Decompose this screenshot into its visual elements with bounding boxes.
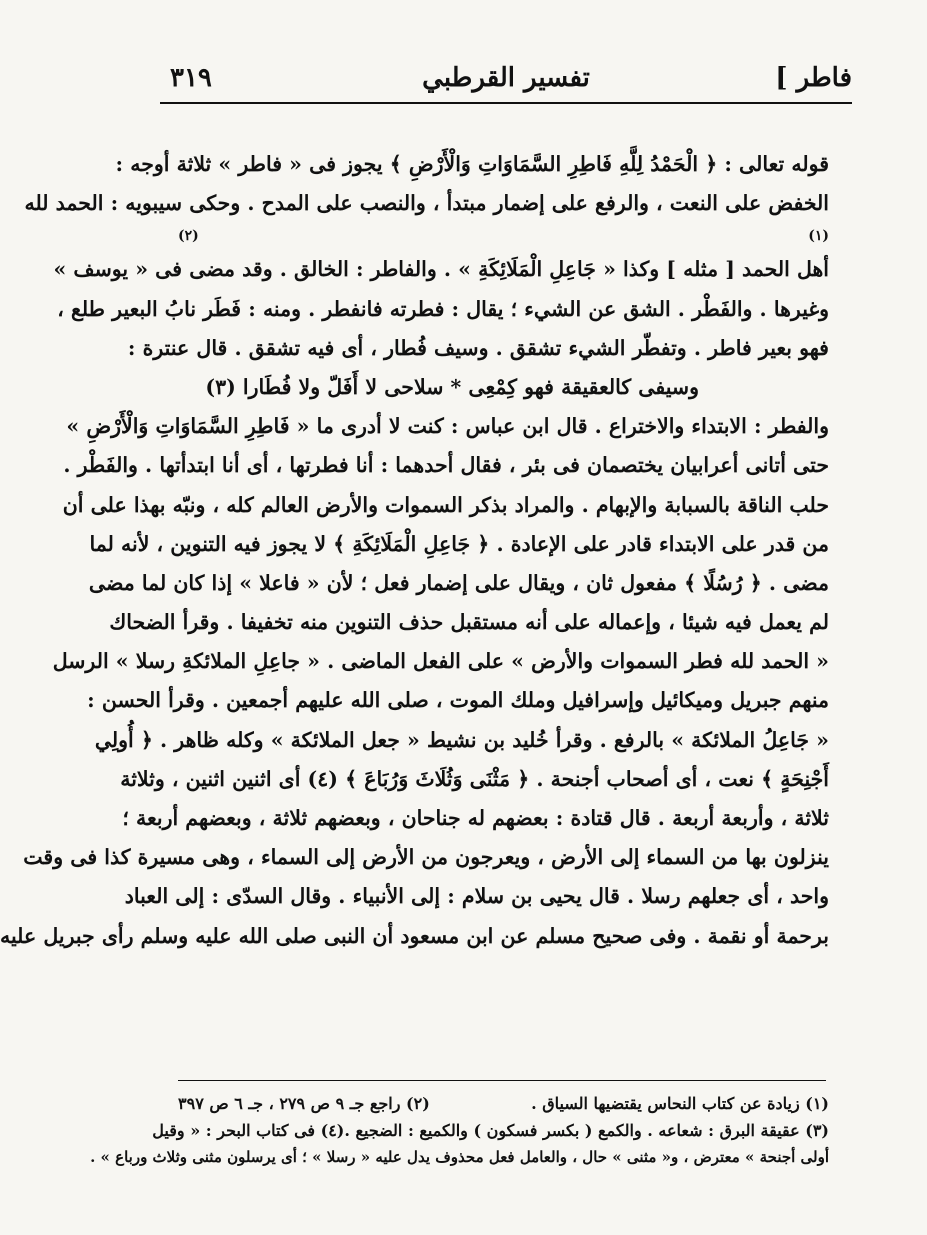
footnote-2: (٢) راجع جـ ٩ ص ٢٧٩ ، جـ ٦ ص ٣٩٧ xyxy=(178,1094,430,1113)
text-line: من قدر على الابتداء قادر على الإعادة . ﴿ جَاعِلِ الْمَلَائِكَةِ ﴾ لا يجوز فيه التنوين ، لأنه لما xyxy=(89,531,829,556)
text-line: الخفض على النعت ، والرفع على إضمار مبتدأ ، والنصب على المدح . وحكى سيبويه : الحمد لله xyxy=(24,191,829,216)
text-line: قوله تعالى : ﴿ الْحَمْدُ لِلَّهِ فَاطِرِ السَّمَاوَاتِ وَالْأَرْضِ ﴾ يجوز فى « فاطر » ثلاثة أوجه : xyxy=(115,152,829,176)
poetry-verse: وسيفى كالعقيقة فهو كِمْعِى * سلاحى لا أَفَلّ ولا فُطَارا (٣) xyxy=(205,374,699,399)
footnote-row xyxy=(178,1090,829,1117)
text-line: أهل الحمد [ مثله ] وكذا « جَاعِلِ الْمَلَائِكَةِ » . والفاطر : الخالق . وقد مضى فى « يوسف » xyxy=(53,257,829,282)
text-line: « الحمد لله فطر السموات والأرض » على الفعل الماضى . « جاعِلِ الملائكةِ رسلا » الرسل xyxy=(52,649,829,674)
footnotes xyxy=(90,1090,829,1171)
header-rule xyxy=(160,102,852,104)
text-line: والفطر : الابتداء والاختراع . قال ابن عباس : كنت لا أدرى ما « فَاطِرِ السَّمَاوَاتِ وَالْأَرْضِ » xyxy=(66,414,829,439)
text-line: مضى . ﴿ رُسُلًا ﴾ مفعول ثان ، ويقال على إضمار فعل ؛ لأن « فاعلا » إذا كان لما مضى xyxy=(88,570,829,595)
footnote-continuation: أولى أجنحة » معترض ، و« مثنى » حال ، والعامل فعل محذوف يدل عليه « رسلا » ؛ أى يرسلون مثنى وثلاث ورباع » . xyxy=(90,1148,829,1166)
text-line: وغيرها . والفَطْر . الشق عن الشيء ؛ يقال : فطرته فانفطر . ومنه : فَطَر نابُ البعير طلع ، xyxy=(57,296,829,321)
text-line: لم يعمل فيه شيئا ، وإعماله على أنه مستقبل حذف التنوين منه تخفيفا . وقرأ الضحاك xyxy=(109,610,829,635)
footnote-1: (١) زيادة عن كتاب النحاس يقتضيها السياق . xyxy=(531,1094,829,1113)
footnote-4: (٤) فى كتاب البحر : « وقيل xyxy=(152,1121,345,1140)
text-line: فهو بعير فاطر . وتفطّر الشيء تشقق . وسيف فُطار ، أى فيه تشقق . قال عنترة : xyxy=(127,335,829,360)
text-line: برحمة أو نقمة . وفى صحيح مسلم عن ابن مسعود أن النبى صلى الله عليه وسلم رأى جبريل عليه xyxy=(0,923,829,948)
book-title: تفسير القرطبي xyxy=(422,63,590,93)
footnote-rule xyxy=(178,1080,826,1081)
text-line: حتى أتانى أعرابيان يختصمان فى بئر ، فقال أحدهما : أنا فطرتها ، أى أنا ابتدأتها . والفَطْر . xyxy=(63,453,829,478)
page-number: ٣١٩ xyxy=(170,63,212,93)
surah-name: فاطر ] xyxy=(775,63,852,93)
text-line: « جَاعِلُ الملائكة » بالرفع . وقرأ خُليد بن نشيط « جعل الملائكة » وكله ظاهر . ﴿ أُولِي xyxy=(94,727,829,752)
text-line: حلب الناقة بالسبابة والإبهام . والمراد بذكر السموات والأرض العالم كله ، ونبّه بهذا على أن xyxy=(62,492,829,517)
text-line: ينزلون بها من السماء إلى الأرض ، ويعرجون من الأرض إلى السماء ، وهى مسيرة كذا فى وقت xyxy=(23,845,829,870)
main-text xyxy=(0,145,829,956)
text-line: واحد ، أى جعلهم رسلا . قال يحيى بن سلام : إلى الأنبياء . وقال السدّى : إلى العباد xyxy=(124,884,829,909)
running-header xyxy=(160,58,852,102)
text-line: أَجْنِحَةٍ ﴾ نعت ، أى أصحاب أجنحة . ﴿ مَثْنَى وَثُلَاثَ وَرُبَاعَ ﴾ (٤) أى اثنين اثنين ، وثلاثة xyxy=(120,766,829,791)
footnote-markers: (١) (٢) xyxy=(178,228,829,245)
footnote-row xyxy=(152,1117,829,1144)
text-line: ثلاثة ، وأربعة أربعة . قال قتادة : بعضهم له جناحان ، وبعضهم ثلاثة ، وبعضهم أربعة ؛ xyxy=(122,806,829,830)
text-line: منهم جبريل وميكائيل وإسرافيل وملك الموت ، صلى الله عليهم أجمعين . وقرأ الحسن : xyxy=(87,688,829,713)
footnote-3: (٣) عقيقة البرق : شعاعه . والكمع ( بكسر فسكون ) والكميع : الضجيع . xyxy=(344,1121,829,1140)
